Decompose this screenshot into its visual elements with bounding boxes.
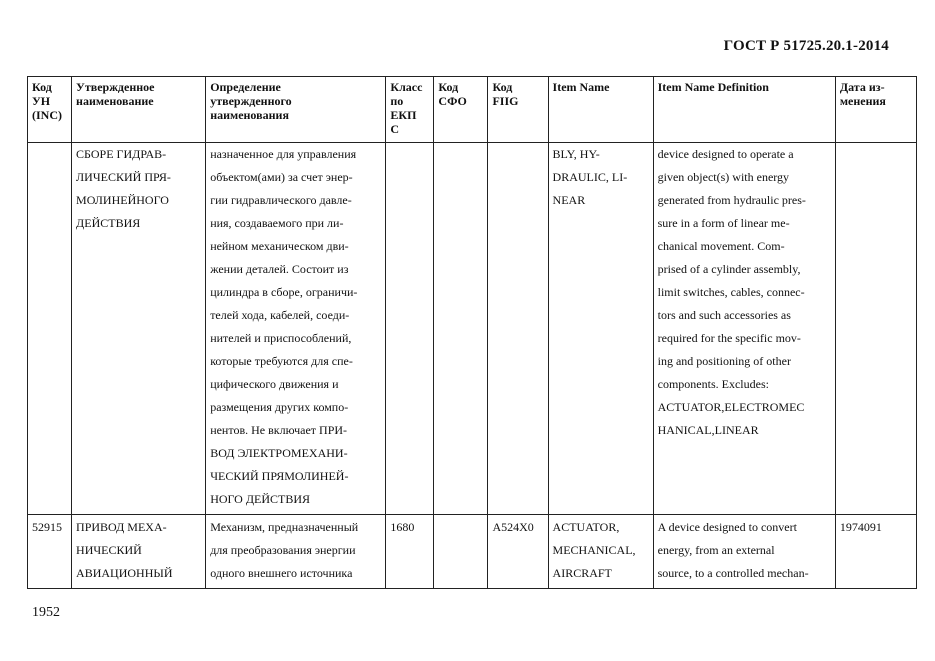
text-line: Item Name Definition (657, 80, 769, 94)
header-code-inc (28, 77, 72, 143)
cell-class: 1680 (386, 515, 434, 589)
text-line: ПРИВОД МЕХА- (76, 520, 167, 534)
text-line: менения (839, 94, 886, 108)
text-line: sure in a form of linear me- (657, 216, 790, 230)
text-line: Утвержденное (76, 80, 155, 94)
text-line: телей хода, кабелей, соеди- (210, 308, 350, 322)
cell-item-definition (653, 515, 835, 589)
text-line: ing and positioning of other (657, 354, 791, 368)
text-line: Дата из- (839, 80, 885, 94)
header-class (386, 77, 434, 143)
text-line: утвержденного (210, 94, 292, 108)
cell-definition (206, 143, 386, 515)
text-line: given object(s) with energy (657, 170, 790, 184)
header-code-fiig (488, 77, 548, 143)
text-line: Определение (210, 80, 281, 94)
table-header-row (28, 77, 917, 143)
header-item-name (548, 77, 653, 143)
text-line: жении деталей. Состоит из (210, 262, 349, 276)
cell-item-name (548, 515, 653, 589)
cell-item-name (548, 143, 653, 515)
text-line: components. Excludes: (657, 377, 769, 391)
table-row (28, 143, 917, 515)
text-line: MECHANICAL, (552, 543, 636, 557)
cell-fiig: A524X0 (488, 515, 548, 589)
text-line: ВОД ЭЛЕКТРОМЕХАНИ- (210, 446, 348, 460)
cell-fiig (488, 143, 548, 515)
text-line: гии гидравлического давле- (210, 193, 352, 207)
cell-class (386, 143, 434, 515)
text-line: для преобразования энергии (210, 543, 356, 557)
cell-date: 1974091 (835, 515, 916, 589)
text-line: Код (492, 80, 513, 94)
text-line: НОГО ДЕЙСТВИЯ (210, 492, 311, 506)
text-line: наименование (76, 94, 154, 108)
text-line: prised of a cylinder assembly, (657, 262, 801, 276)
header-change-date (835, 77, 916, 143)
text-line: AIRCRAFT (552, 566, 612, 580)
text-line: СФО (438, 94, 467, 108)
text-line: required for the specific mov- (657, 331, 801, 345)
text-line: ACTUATOR,ELECTROMEC (657, 400, 805, 414)
cell-code: 52915 (28, 515, 72, 589)
text-line: device designed to operate a (657, 147, 794, 161)
text-line: назначенное для управления (210, 147, 357, 161)
header-approved-name (72, 77, 206, 143)
text-line: ЛИЧЕСКИЙ ПРЯ- (76, 170, 171, 184)
document-header-title: ГОСТ Р 51725.20.1-2014 (723, 38, 889, 54)
cell-sfo (434, 515, 488, 589)
text-line: tors and such accessories as (657, 308, 791, 322)
text-line: FIIG (492, 94, 519, 108)
text-line: ния, создаваемого при ли- (210, 216, 344, 230)
text-line: ACTUATOR, (552, 520, 620, 534)
cell-name (72, 143, 206, 515)
text-line: размещения других компо- (210, 400, 349, 414)
text-line: HANICAL,LINEAR (657, 423, 759, 437)
text-line: цилиндра в сборе, ограничи- (210, 285, 358, 299)
text-line: source, to a controlled mechan- (657, 566, 809, 580)
text-line: которые требуются для спе- (210, 354, 353, 368)
text-line: Код (32, 80, 52, 94)
text-line: BLY, HY- (552, 147, 600, 161)
text-line: Item Name (552, 80, 610, 94)
cell-name (72, 515, 206, 589)
text-line: объектом(ами) за счет энер- (210, 170, 353, 184)
text-line: МОЛИНЕЙНОГО (76, 193, 169, 207)
cell-definition (206, 515, 386, 589)
text-line: УН (32, 94, 51, 108)
text-line: Код (438, 80, 459, 94)
table-row (28, 515, 917, 589)
text-line: нителей и приспособлений, (210, 331, 352, 345)
text-line: одного внешнего источника (210, 566, 353, 580)
text-line: generated from hydraulic pres- (657, 193, 806, 207)
text-line: НИЧЕСКИЙ (76, 543, 142, 557)
text-line: ДЕЙСТВИЯ (76, 216, 141, 230)
header-code-sfo (434, 77, 488, 143)
text-line: ЧЕСКИЙ ПРЯМОЛИНЕЙ- (210, 469, 349, 483)
cell-code (28, 143, 72, 515)
cell-sfo (434, 143, 488, 515)
text-line: ЕКП (390, 108, 417, 122)
text-line: цифического движения и (210, 377, 339, 391)
cell-date (835, 143, 916, 515)
cell-item-definition (653, 143, 835, 515)
catalog-table (27, 76, 917, 589)
text-line: Механизм, предназначенный (210, 520, 359, 534)
text-line: energy, from an external (657, 543, 775, 557)
text-line: нейном механическом дви- (210, 239, 349, 253)
text-line: С (390, 122, 400, 136)
header-name-definition (206, 77, 386, 143)
text-line: наименования (210, 108, 289, 122)
text-line: нентов. Не включает ПРИ- (210, 423, 348, 437)
header-item-name-definition (653, 77, 835, 143)
text-line: по (390, 94, 404, 108)
text-line: A device designed to convert (657, 520, 797, 534)
page-number: 1952 (32, 605, 60, 620)
text-line: Класс (390, 80, 423, 94)
text-line: chanical movement. Com- (657, 239, 785, 253)
text-line: NEAR (552, 193, 586, 207)
text-line: (INC) (32, 108, 62, 122)
text-line: limit switches, cables, connec- (657, 285, 805, 299)
text-line: СБОРЕ ГИДРАВ- (76, 147, 167, 161)
text-line: АВИАЦИОННЫЙ (76, 566, 173, 580)
text-line: DRAULIC, LI- (552, 170, 628, 184)
